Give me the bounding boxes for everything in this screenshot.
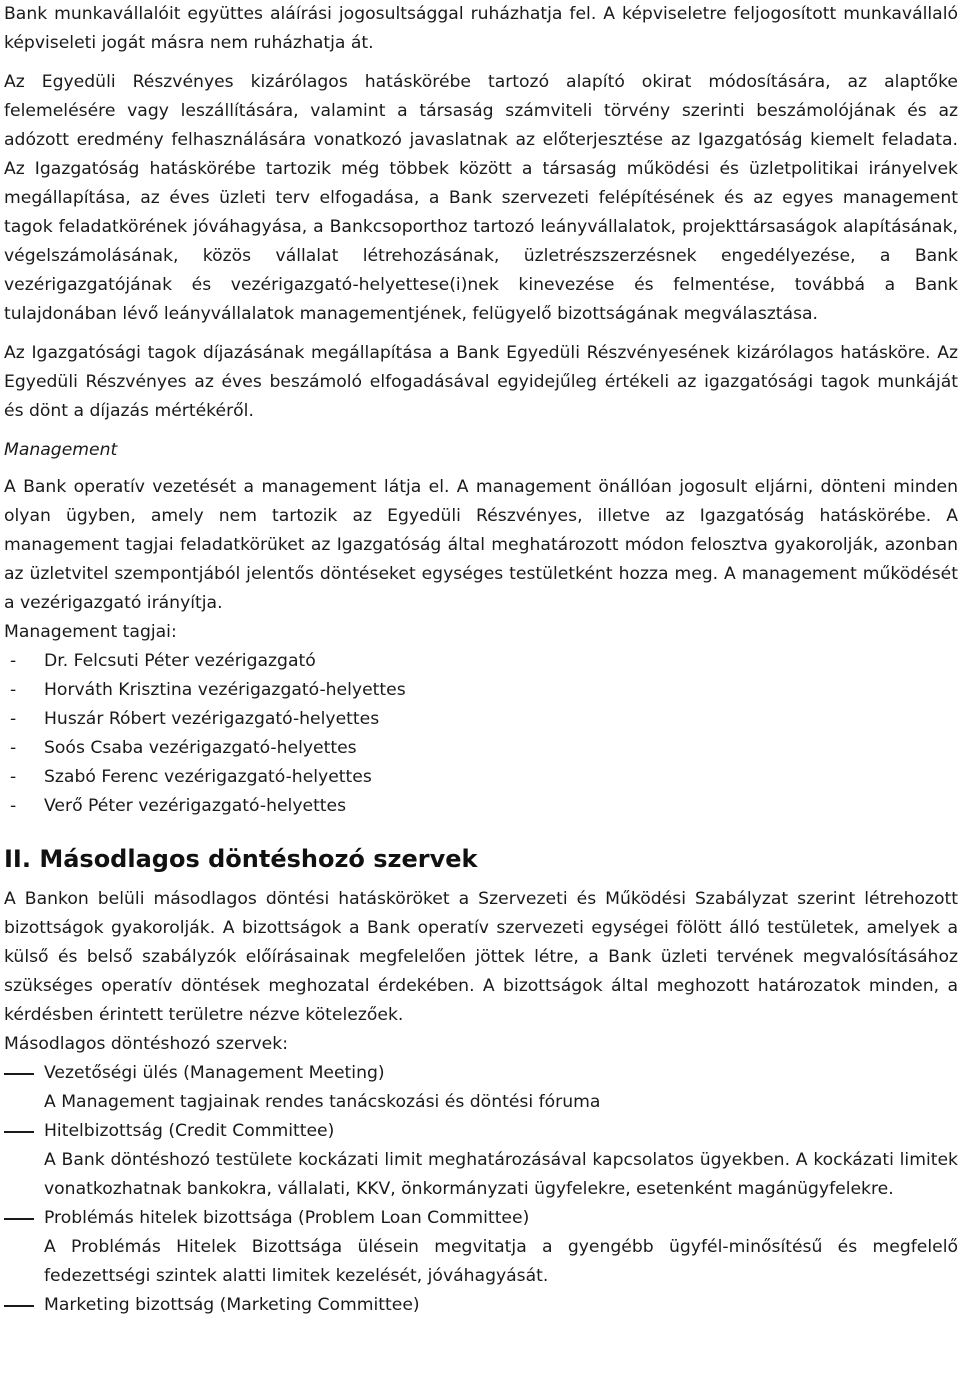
- member-name: Horváth Krisztina vezérigazgató-helyettes: [44, 680, 406, 700]
- list-item: - Soós Csaba vezérigazgató-helyettes: [10, 738, 357, 758]
- member-name: Huszár Róbert vezérigazgató-helyettes: [44, 709, 380, 729]
- member-name: Szabó Ferenc vezérigazgató-helyettes: [44, 767, 372, 787]
- body-description: A Bank döntéshozó testülete kockázati limit meghatározásával kapcsolatos ügyekben. A kockázati limitek vonatkozhatnak bankokra, vállalati, KKV, önkormányzati ügyfelekre, esetenként magánügyfelekre.: [44, 1150, 958, 1199]
- paragraph-board-duties: Az Egyedüli Részvényes kizárólagos hatáskörébe tartozó alapító okirat módosítására, az alaptőke felemelésére vagy leszállítására, valamint a társaság számviteli törvény szerinti beszámolójának és az adózott eredmény felhasználására vonatkozó javaslatnak az előterjesztése az Igazgatóság kiemelt feladata. Az Igazgatóság hatáskörébe tartozik még többek között a társaság működési és üzletpolitikai irányelvek megállapítása, az éves üzleti terv elfogadása, a Bank szervezeti felépítésének és az egyes management tagok feladatkörének jóváhagyása, a Bankcsoporthoz tartozó leányvállalatok, projekttársaságok alapításának, végelszámolásának, közös vállalat létrehozásának, üzletrészszerzésnek engedélyezése, a Bank vezérigazgatójának és vezérigazgató-helyettese(i)nek kinevezése és felmentése, továbbá a Bank tulajdonában lévő leányvállalatok managementjének, felügyelő bizottságának megválasztása.: [4, 72, 958, 324]
- dash-bullet: [4, 1073, 34, 1075]
- list-item: [4, 1291, 958, 1320]
- list-item: - Horváth Krisztina vezérigazgató-helyettes: [10, 680, 406, 700]
- list-item: - Szabó Ferenc vezérigazgató-helyettes: [10, 767, 372, 787]
- member-name: Dr. Felcsuti Péter vezérigazgató: [44, 651, 316, 671]
- list-item: - Verő Péter vezérigazgató-helyettes: [10, 796, 347, 816]
- bodies-label: Másodlagos döntéshozó szervek:: [4, 1034, 288, 1054]
- body-name: Problémás hitelek bizottsága (Problem Loan Committee): [44, 1208, 530, 1228]
- document-page: [4, 0, 958, 1320]
- member-name: Verő Péter vezérigazgató-helyettes: [44, 796, 347, 816]
- paragraph-management: A Bank operatív vezetését a management látja el. A management önállóan jogosult eljárni, dönteni minden olyan ügyben, amely nem tartozik az Egyedüli Részvényes, illetve az Igazgatóság hatáskörébe. A management tagjai feladatkörüket az Igazgatóság által meghatározott módon felosztva gyakorolják, azonban az üzletvitel szempontjából jelentős döntéseket egységes testületként hozza meg. A management működését a vezérigazgató irányítja.: [4, 477, 958, 613]
- paragraph-representation: Bank munkavállalóit együttes aláírási jogosultsággal ruházhatja fel. A képviseletre feljogosított munkavállaló képviseleti jogát másra nem ruházhatja át.: [4, 4, 958, 53]
- body-description: A Management tagjainak rendes tanácskozási és döntési fóruma: [44, 1092, 601, 1112]
- list-item: [4, 1204, 958, 1233]
- paragraph-board-remuneration: Az Igazgatósági tagok díjazásának megállapítása a Bank Egyedüli Részvényesének kizárólagos hatásköre. Az Egyedüli Részvényes az éves beszámoló elfogadásával egyidejűleg értékeli az igazgatósági tagok munkáját és dönt a díjazás mértékéről.: [4, 343, 958, 421]
- list-item: - Dr. Felcsuti Péter vezérigazgató: [10, 651, 316, 671]
- dash-bullet: [4, 1305, 34, 1307]
- dash-bullet: [4, 1218, 34, 1220]
- members-label: Management tagjai:: [4, 622, 177, 642]
- section-heading: II. Másodlagos döntéshozó szervek: [4, 845, 478, 873]
- dash-bullet: [4, 1131, 34, 1133]
- bodies-list: [4, 1059, 958, 1320]
- list-item: [4, 1059, 958, 1088]
- list-item: [4, 1117, 958, 1146]
- body-name: Marketing bizottság (Marketing Committee): [44, 1295, 420, 1315]
- management-heading: Management: [4, 440, 118, 460]
- member-name: Soós Csaba vezérigazgató-helyettes: [44, 738, 357, 758]
- members-list: [4, 647, 958, 821]
- body-description: A Problémás Hitelek Bizottsága ülésein megvitatja a gyengébb ügyfél-minősítésű és megfelelő fedezettségi szintek alatti limitek kezelését, jóváhagyását.: [44, 1237, 958, 1286]
- body-name: Hitelbizottság (Credit Committee): [44, 1121, 335, 1141]
- paragraph-secondary-bodies: A Bankon belüli másodlagos döntési hatásköröket a Szervezeti és Működési Szabályzat szerint létrehozott bizottságok gyakorolják. A bizottságok a Bank operatív szervezeti egységei fölött álló testületek, amelyek a külső és belső szabályzók előírásainak megfelelően jöttek létre, a Bank üzleti tervének megvalósításához szükséges operatív döntések meghozatal érdekében. A bizottságok által meghozott határozatok minden, a kérdésben érintett területre nézve kötelezőek.: [4, 889, 958, 1025]
- body-name: Vezetőségi ülés (Management Meeting): [44, 1063, 385, 1083]
- list-item: - Huszár Róbert vezérigazgató-helyettes: [10, 709, 380, 729]
